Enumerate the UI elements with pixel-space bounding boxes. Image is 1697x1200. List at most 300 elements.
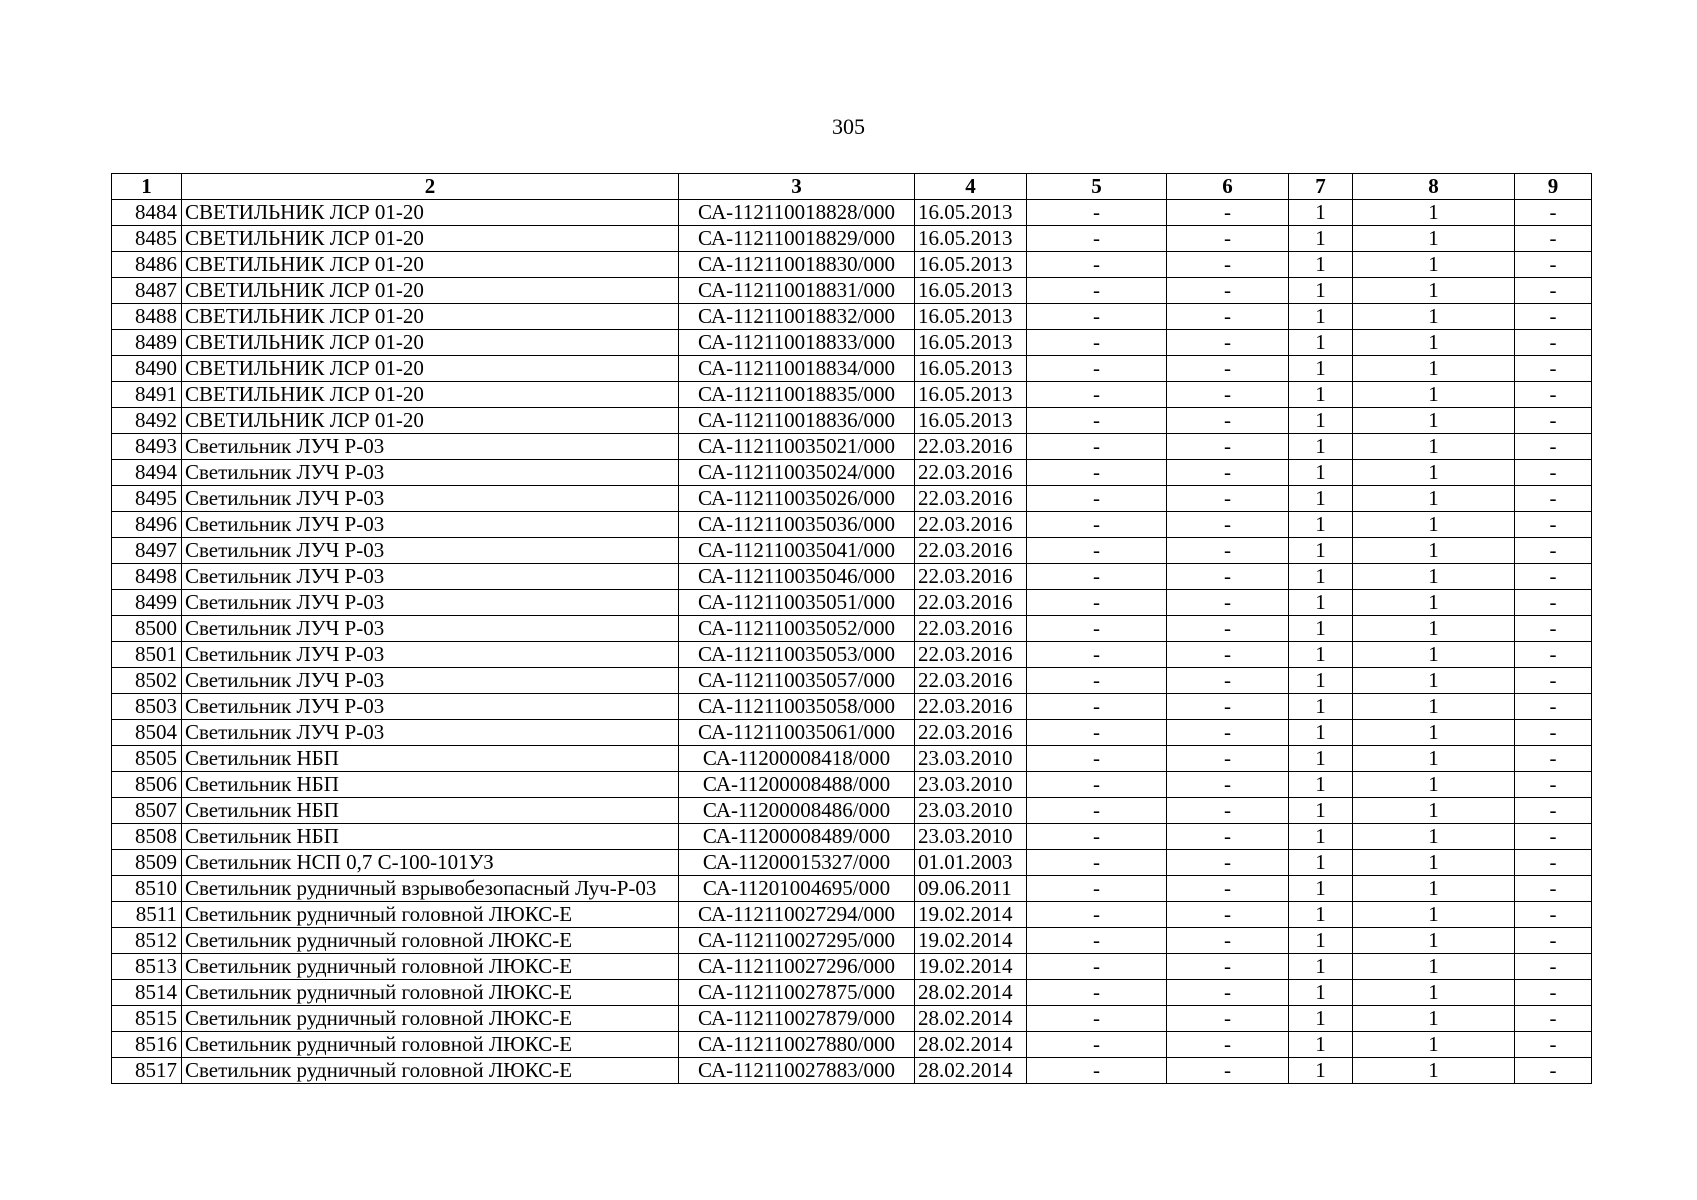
col-8-value: 1	[1353, 668, 1515, 694]
col-7-value: 1	[1289, 798, 1353, 824]
table-row	[112, 226, 1592, 252]
date: 16.05.2013	[915, 408, 1027, 434]
col-5-value: -	[1027, 486, 1167, 512]
table-row	[112, 304, 1592, 330]
item-name: Светильник ЛУЧ Р-03	[182, 694, 679, 720]
table-row	[112, 824, 1592, 850]
col-6-value: -	[1167, 824, 1289, 850]
col-5-value: -	[1027, 850, 1167, 876]
inventory-code: СА-112110035057/000	[679, 668, 915, 694]
date: 16.05.2013	[915, 226, 1027, 252]
row-number: 8517	[112, 1058, 182, 1084]
inventory-code: СА-112110035041/000	[679, 538, 915, 564]
inventory-code: СА-112110035058/000	[679, 694, 915, 720]
column-header: 2	[182, 174, 679, 200]
col-5-value: -	[1027, 980, 1167, 1006]
col-7-value: 1	[1289, 928, 1353, 954]
row-number: 8501	[112, 642, 182, 668]
date: 23.03.2010	[915, 824, 1027, 850]
date: 16.05.2013	[915, 252, 1027, 278]
header-row	[112, 174, 1592, 200]
col-6-value: -	[1167, 798, 1289, 824]
col-8-value: 1	[1353, 330, 1515, 356]
col-8-value: 1	[1353, 460, 1515, 486]
date: 22.03.2016	[915, 538, 1027, 564]
date: 16.05.2013	[915, 356, 1027, 382]
col-5-value: -	[1027, 278, 1167, 304]
col-8-value: 1	[1353, 616, 1515, 642]
col-8-value: 1	[1353, 226, 1515, 252]
inventory-code: СА-112110018830/000	[679, 252, 915, 278]
col-7-value: 1	[1289, 278, 1353, 304]
date: 22.03.2016	[915, 642, 1027, 668]
col-7-value: 1	[1289, 876, 1353, 902]
col-5-value: -	[1027, 590, 1167, 616]
inventory-table	[111, 173, 1592, 1084]
col-9-value: -	[1515, 590, 1592, 616]
col-7-value: 1	[1289, 668, 1353, 694]
inventory-code: СА-112110018829/000	[679, 226, 915, 252]
col-5-value: -	[1027, 1006, 1167, 1032]
item-name: Светильник ЛУЧ Р-03	[182, 642, 679, 668]
col-5-value: -	[1027, 356, 1167, 382]
table-row	[112, 252, 1592, 278]
col-5-value: -	[1027, 954, 1167, 980]
date: 16.05.2013	[915, 278, 1027, 304]
col-8-value: 1	[1353, 200, 1515, 226]
col-9-value: -	[1515, 694, 1592, 720]
col-6-value: -	[1167, 382, 1289, 408]
col-5-value: -	[1027, 1058, 1167, 1084]
col-6-value: -	[1167, 928, 1289, 954]
col-9-value: -	[1515, 746, 1592, 772]
inventory-code: СА-11200008488/000	[679, 772, 915, 798]
col-7-value: 1	[1289, 902, 1353, 928]
inventory-code: СА-112110018835/000	[679, 382, 915, 408]
col-8-value: 1	[1353, 408, 1515, 434]
item-name: Светильник ЛУЧ Р-03	[182, 486, 679, 512]
date: 22.03.2016	[915, 668, 1027, 694]
inventory-code: СА-112110018828/000	[679, 200, 915, 226]
row-number: 8504	[112, 720, 182, 746]
col-8-value: 1	[1353, 278, 1515, 304]
col-9-value: -	[1515, 720, 1592, 746]
row-number: 8497	[112, 538, 182, 564]
col-9-value: -	[1515, 564, 1592, 590]
col-9-value: -	[1515, 460, 1592, 486]
row-number: 8489	[112, 330, 182, 356]
col-5-value: -	[1027, 252, 1167, 278]
col-9-value: -	[1515, 876, 1592, 902]
col-9-value: -	[1515, 304, 1592, 330]
col-6-value: -	[1167, 642, 1289, 668]
item-name: Светильник рудничный головной ЛЮКС-Е	[182, 1032, 679, 1058]
col-7-value: 1	[1289, 1006, 1353, 1032]
item-name: Светильник ЛУЧ Р-03	[182, 616, 679, 642]
date: 23.03.2010	[915, 746, 1027, 772]
row-number: 8502	[112, 668, 182, 694]
col-6-value: -	[1167, 538, 1289, 564]
col-8-value: 1	[1353, 356, 1515, 382]
col-6-value: -	[1167, 252, 1289, 278]
row-number: 8508	[112, 824, 182, 850]
date: 28.02.2014	[915, 980, 1027, 1006]
date: 16.05.2013	[915, 304, 1027, 330]
inventory-code: СА-112110018831/000	[679, 278, 915, 304]
col-7-value: 1	[1289, 954, 1353, 980]
item-name: Светильник НБП	[182, 798, 679, 824]
inventory-code: СА-112110027880/000	[679, 1032, 915, 1058]
row-number: 8495	[112, 486, 182, 512]
col-9-value: -	[1515, 824, 1592, 850]
col-5-value: -	[1027, 382, 1167, 408]
inventory-code: СА-112110035052/000	[679, 616, 915, 642]
col-8-value: 1	[1353, 590, 1515, 616]
col-7-value: 1	[1289, 252, 1353, 278]
col-7-value: 1	[1289, 850, 1353, 876]
col-9-value: -	[1515, 252, 1592, 278]
date: 22.03.2016	[915, 590, 1027, 616]
date: 22.03.2016	[915, 694, 1027, 720]
inventory-code: СА-112110018832/000	[679, 304, 915, 330]
col-9-value: -	[1515, 928, 1592, 954]
col-9-value: -	[1515, 616, 1592, 642]
item-name: СВЕТИЛЬНИК ЛСР 01-20	[182, 304, 679, 330]
col-6-value: -	[1167, 278, 1289, 304]
item-name: Светильник ЛУЧ Р-03	[182, 512, 679, 538]
col-6-value: -	[1167, 1032, 1289, 1058]
col-9-value: -	[1515, 902, 1592, 928]
item-name: Светильник НБП	[182, 772, 679, 798]
item-name: СВЕТИЛЬНИК ЛСР 01-20	[182, 200, 679, 226]
inventory-code: СА-112110035024/000	[679, 460, 915, 486]
item-name: Светильник рудничный головной ЛЮКС-Е	[182, 1006, 679, 1032]
col-6-value: -	[1167, 512, 1289, 538]
col-7-value: 1	[1289, 408, 1353, 434]
col-6-value: -	[1167, 356, 1289, 382]
date: 23.03.2010	[915, 798, 1027, 824]
date: 22.03.2016	[915, 616, 1027, 642]
col-8-value: 1	[1353, 564, 1515, 590]
row-number: 8514	[112, 980, 182, 1006]
inventory-code: СА-112110035046/000	[679, 564, 915, 590]
col-5-value: -	[1027, 434, 1167, 460]
table-row	[112, 278, 1592, 304]
inventory-code: СА-112110035051/000	[679, 590, 915, 616]
item-name: Светильник НСП 0,7 С-100-101УЗ	[182, 850, 679, 876]
col-5-value: -	[1027, 538, 1167, 564]
item-name: Светильник ЛУЧ Р-03	[182, 720, 679, 746]
date: 22.03.2016	[915, 486, 1027, 512]
col-8-value: 1	[1353, 642, 1515, 668]
inventory-code: СА-112110035026/000	[679, 486, 915, 512]
col-5-value: -	[1027, 798, 1167, 824]
inventory-code: СА-112110027295/000	[679, 928, 915, 954]
col-5-value: -	[1027, 772, 1167, 798]
col-8-value: 1	[1353, 512, 1515, 538]
date: 01.01.2003	[915, 850, 1027, 876]
col-7-value: 1	[1289, 564, 1353, 590]
col-8-value: 1	[1353, 902, 1515, 928]
col-8-value: 1	[1353, 720, 1515, 746]
col-6-value: -	[1167, 330, 1289, 356]
col-5-value: -	[1027, 642, 1167, 668]
col-6-value: -	[1167, 486, 1289, 512]
table-row	[112, 200, 1592, 226]
date: 22.03.2016	[915, 564, 1027, 590]
col-6-value: -	[1167, 746, 1289, 772]
col-5-value: -	[1027, 226, 1167, 252]
item-name: Светильник рудничный взрывобезопасный Луч-Р-03	[182, 876, 679, 902]
table-row	[112, 1058, 1592, 1084]
item-name: Светильник рудничный головной ЛЮКС-Е	[182, 954, 679, 980]
row-number: 8486	[112, 252, 182, 278]
col-9-value: -	[1515, 200, 1592, 226]
row-number: 8516	[112, 1032, 182, 1058]
inventory-code: СА-112110027883/000	[679, 1058, 915, 1084]
row-number: 8507	[112, 798, 182, 824]
col-9-value: -	[1515, 980, 1592, 1006]
col-6-value: -	[1167, 876, 1289, 902]
col-7-value: 1	[1289, 590, 1353, 616]
date: 19.02.2014	[915, 902, 1027, 928]
col-6-value: -	[1167, 720, 1289, 746]
item-name: Светильник рудничный головной ЛЮКС-Е	[182, 1058, 679, 1084]
col-5-value: -	[1027, 616, 1167, 642]
row-number: 8499	[112, 590, 182, 616]
date: 28.02.2014	[915, 1058, 1027, 1084]
row-number: 8511	[112, 902, 182, 928]
row-number: 8490	[112, 356, 182, 382]
table-row	[112, 616, 1592, 642]
col-7-value: 1	[1289, 772, 1353, 798]
column-header: 8	[1353, 174, 1515, 200]
row-number: 8491	[112, 382, 182, 408]
date: 09.06.2011	[915, 876, 1027, 902]
inventory-code: СА-11200008418/000	[679, 746, 915, 772]
col-5-value: -	[1027, 746, 1167, 772]
column-header: 1	[112, 174, 182, 200]
col-5-value: -	[1027, 668, 1167, 694]
col-6-value: -	[1167, 772, 1289, 798]
col-7-value: 1	[1289, 460, 1353, 486]
col-7-value: 1	[1289, 304, 1353, 330]
table-row	[112, 694, 1592, 720]
col-6-value: -	[1167, 304, 1289, 330]
col-8-value: 1	[1353, 980, 1515, 1006]
inventory-code: СА-112110027879/000	[679, 1006, 915, 1032]
table-row	[112, 850, 1592, 876]
inventory-code: СА-112110027294/000	[679, 902, 915, 928]
item-name: Светильник ЛУЧ Р-03	[182, 460, 679, 486]
col-9-value: -	[1515, 408, 1592, 434]
col-9-value: -	[1515, 512, 1592, 538]
item-name: СВЕТИЛЬНИК ЛСР 01-20	[182, 278, 679, 304]
col-5-value: -	[1027, 928, 1167, 954]
col-7-value: 1	[1289, 226, 1353, 252]
table-row	[112, 486, 1592, 512]
date: 16.05.2013	[915, 330, 1027, 356]
col-5-value: -	[1027, 330, 1167, 356]
col-7-value: 1	[1289, 642, 1353, 668]
col-7-value: 1	[1289, 382, 1353, 408]
inventory-code: СА-11200008486/000	[679, 798, 915, 824]
col-6-value: -	[1167, 902, 1289, 928]
col-9-value: -	[1515, 954, 1592, 980]
col-5-value: -	[1027, 720, 1167, 746]
row-number: 8500	[112, 616, 182, 642]
item-name: СВЕТИЛЬНИК ЛСР 01-20	[182, 382, 679, 408]
row-number: 8503	[112, 694, 182, 720]
col-7-value: 1	[1289, 824, 1353, 850]
inventory-code: СА-112110035061/000	[679, 720, 915, 746]
date: 16.05.2013	[915, 382, 1027, 408]
col-9-value: -	[1515, 382, 1592, 408]
row-number: 8505	[112, 746, 182, 772]
item-name: Светильник НБП	[182, 824, 679, 850]
date: 22.03.2016	[915, 434, 1027, 460]
row-number: 8506	[112, 772, 182, 798]
col-7-value: 1	[1289, 1058, 1353, 1084]
col-8-value: 1	[1353, 382, 1515, 408]
date: 16.05.2013	[915, 200, 1027, 226]
col-8-value: 1	[1353, 252, 1515, 278]
col-6-value: -	[1167, 460, 1289, 486]
table-row	[112, 642, 1592, 668]
col-8-value: 1	[1353, 434, 1515, 460]
col-8-value: 1	[1353, 876, 1515, 902]
item-name: СВЕТИЛЬНИК ЛСР 01-20	[182, 408, 679, 434]
column-header: 9	[1515, 174, 1592, 200]
row-number: 8492	[112, 408, 182, 434]
inventory-code: СА-11200015327/000	[679, 850, 915, 876]
col-7-value: 1	[1289, 694, 1353, 720]
row-number: 8484	[112, 200, 182, 226]
table-row	[112, 434, 1592, 460]
col-8-value: 1	[1353, 928, 1515, 954]
table-row	[112, 408, 1592, 434]
page-number: 305	[832, 114, 865, 139]
item-name: Светильник ЛУЧ Р-03	[182, 590, 679, 616]
col-9-value: -	[1515, 1006, 1592, 1032]
table-row	[112, 928, 1592, 954]
date: 22.03.2016	[915, 720, 1027, 746]
column-header: 6	[1167, 174, 1289, 200]
table-row	[112, 980, 1592, 1006]
item-name: СВЕТИЛЬНИК ЛСР 01-20	[182, 226, 679, 252]
column-header: 4	[915, 174, 1027, 200]
col-6-value: -	[1167, 616, 1289, 642]
inventory-code: СА-112110027875/000	[679, 980, 915, 1006]
col-9-value: -	[1515, 1032, 1592, 1058]
table-row	[112, 746, 1592, 772]
date: 19.02.2014	[915, 954, 1027, 980]
item-name: Светильник ЛУЧ Р-03	[182, 564, 679, 590]
table-row	[112, 590, 1592, 616]
table-row	[112, 772, 1592, 798]
col-9-value: -	[1515, 538, 1592, 564]
col-7-value: 1	[1289, 330, 1353, 356]
row-number: 8513	[112, 954, 182, 980]
col-8-value: 1	[1353, 850, 1515, 876]
col-6-value: -	[1167, 434, 1289, 460]
col-5-value: -	[1027, 876, 1167, 902]
col-8-value: 1	[1353, 824, 1515, 850]
col-6-value: -	[1167, 200, 1289, 226]
col-6-value: -	[1167, 668, 1289, 694]
table-row	[112, 954, 1592, 980]
col-5-value: -	[1027, 824, 1167, 850]
col-5-value: -	[1027, 694, 1167, 720]
col-9-value: -	[1515, 434, 1592, 460]
table-row	[112, 798, 1592, 824]
col-8-value: 1	[1353, 538, 1515, 564]
col-6-value: -	[1167, 590, 1289, 616]
date: 23.03.2010	[915, 772, 1027, 798]
col-8-value: 1	[1353, 304, 1515, 330]
col-9-value: -	[1515, 356, 1592, 382]
col-6-value: -	[1167, 850, 1289, 876]
col-5-value: -	[1027, 512, 1167, 538]
col-5-value: -	[1027, 902, 1167, 928]
col-9-value: -	[1515, 668, 1592, 694]
item-name: Светильник ЛУЧ Р-03	[182, 538, 679, 564]
col-8-value: 1	[1353, 486, 1515, 512]
item-name: Светильник рудничный головной ЛЮКС-Е	[182, 928, 679, 954]
inventory-code: СА-112110018834/000	[679, 356, 915, 382]
col-5-value: -	[1027, 304, 1167, 330]
row-number: 8515	[112, 1006, 182, 1032]
item-name: СВЕТИЛЬНИК ЛСР 01-20	[182, 252, 679, 278]
table-row	[112, 512, 1592, 538]
col-8-value: 1	[1353, 694, 1515, 720]
col-5-value: -	[1027, 564, 1167, 590]
row-number: 8488	[112, 304, 182, 330]
col-6-value: -	[1167, 1006, 1289, 1032]
col-7-value: 1	[1289, 434, 1353, 460]
inventory-code: СА-112110035021/000	[679, 434, 915, 460]
col-9-value: -	[1515, 278, 1592, 304]
col-9-value: -	[1515, 772, 1592, 798]
col-8-value: 1	[1353, 772, 1515, 798]
col-5-value: -	[1027, 460, 1167, 486]
table-row	[112, 564, 1592, 590]
table-row	[112, 876, 1592, 902]
col-7-value: 1	[1289, 200, 1353, 226]
inventory-code: СА-112110027296/000	[679, 954, 915, 980]
row-number: 8494	[112, 460, 182, 486]
table-row	[112, 382, 1592, 408]
row-number: 8510	[112, 876, 182, 902]
col-7-value: 1	[1289, 512, 1353, 538]
col-8-value: 1	[1353, 746, 1515, 772]
row-number: 8509	[112, 850, 182, 876]
item-name: СВЕТИЛЬНИК ЛСР 01-20	[182, 356, 679, 382]
inventory-code: СА-11201004695/000	[679, 876, 915, 902]
inventory-code: СА-112110018836/000	[679, 408, 915, 434]
inventory-code: СА-112110035036/000	[679, 512, 915, 538]
item-name: Светильник рудничный головной ЛЮКС-Е	[182, 980, 679, 1006]
col-7-value: 1	[1289, 720, 1353, 746]
row-number: 8496	[112, 512, 182, 538]
table-row	[112, 720, 1592, 746]
table-row	[112, 1006, 1592, 1032]
row-number: 8493	[112, 434, 182, 460]
column-header: 3	[679, 174, 915, 200]
date: 28.02.2014	[915, 1032, 1027, 1058]
col-6-value: -	[1167, 564, 1289, 590]
col-7-value: 1	[1289, 746, 1353, 772]
